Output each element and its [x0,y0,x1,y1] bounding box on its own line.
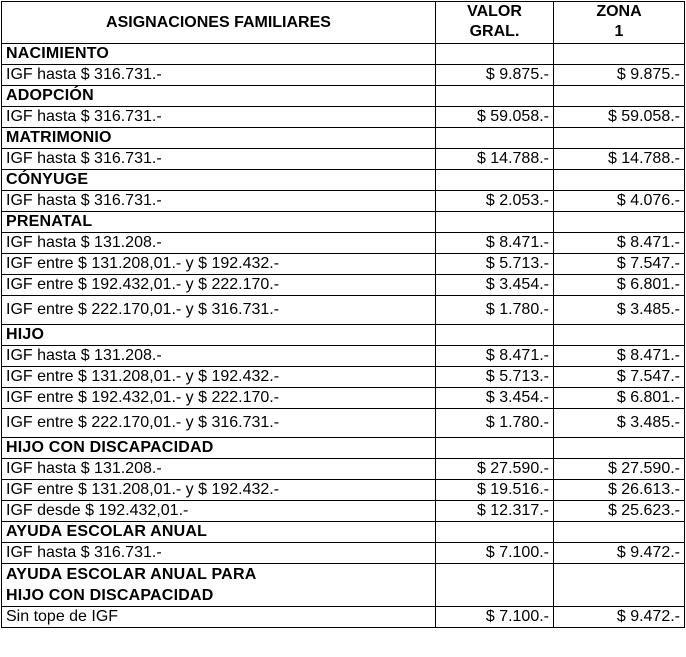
zona-1-cell: $ 9.472.- [554,607,685,628]
row-label: IGF hasta $ 316.731.- [2,543,436,564]
table-row [2,501,685,522]
table-row [2,607,685,628]
header-row [2,2,685,44]
valor-gral-cell: $ 19.516.- [436,480,554,501]
table-row [2,107,685,128]
category-row [2,325,685,346]
valor-gral-cell: $ 12.317.- [436,501,554,522]
header-zona-1 [554,2,685,44]
category-row [2,86,685,107]
valor-gral-cell: $ 5.713.- [436,367,554,388]
category-label: CÓNYUGE [2,170,436,191]
zona-1-cell: $ 9.875.- [554,65,685,86]
valor-gral-cell: $ 2.053.- [436,191,554,212]
header-zona-1-line2: 1 [614,23,624,40]
table-row [2,254,685,275]
row-label: IGF entre $ 192.432,01.- y $ 222.170.- [2,388,436,409]
table-row [2,149,685,170]
empty-cell [436,44,554,65]
table-row [2,459,685,480]
row-label: IGF hasta $ 316.731.- [2,65,436,86]
category-row [2,564,685,607]
category-row [2,44,685,65]
valor-gral-cell: $ 7.100.- [436,607,554,628]
empty-cell [436,325,554,346]
valor-gral-cell: $ 9.875.- [436,65,554,86]
row-label: Sin tope de IGF [2,607,436,628]
empty-cell [554,564,685,607]
empty-cell [554,212,685,233]
header-zona-1-line1: ZONA [596,3,642,20]
category-label: ADOPCIÓN [2,86,436,107]
empty-cell [554,325,685,346]
table-row [2,388,685,409]
table-row [2,480,685,501]
category-label: PRENATAL [2,212,436,233]
row-label: IGF entre $ 131.208,01.- y $ 192.432.- [2,254,436,275]
empty-cell [554,438,685,459]
valor-gral-cell: $ 1.780.- [436,296,554,325]
empty-cell [436,564,554,607]
zona-1-cell: $ 3.485.- [554,296,685,325]
zona-1-cell: $ 6.801.- [554,275,685,296]
category-label [2,564,436,607]
table-row [2,346,685,367]
zona-1-cell: $ 27.590.- [554,459,685,480]
zona-1-cell: $ 26.613.- [554,480,685,501]
empty-cell [436,438,554,459]
zona-1-cell: $ 14.788.- [554,149,685,170]
category-label: HIJO [2,325,436,346]
category-row [2,522,685,543]
row-label: IGF hasta $ 316.731.- [2,149,436,170]
table-row [2,65,685,86]
empty-cell [436,86,554,107]
table-row [2,409,685,438]
row-label: IGF entre $ 131.208,01.- y $ 192.432.- [2,480,436,501]
zona-1-cell: $ 9.472.- [554,543,685,564]
zona-1-cell: $ 7.547.- [554,367,685,388]
header-valor-gral-line2: GRAL. [469,23,520,40]
empty-cell [436,522,554,543]
table-row [2,233,685,254]
zona-1-cell: $ 4.076.- [554,191,685,212]
row-label: IGF hasta $ 131.208.- [2,346,436,367]
row-label: IGF hasta $ 316.731.- [2,191,436,212]
zona-1-cell: $ 25.623.- [554,501,685,522]
valor-gral-cell: $ 27.590.- [436,459,554,480]
category-label: MATRIMONIO [2,128,436,149]
empty-cell [436,212,554,233]
header-valor-gral [436,2,554,44]
category-row [2,212,685,233]
valor-gral-cell: $ 59.058.- [436,107,554,128]
zona-1-cell: $ 8.471.- [554,233,685,254]
category-label: NACIMIENTO [2,44,436,65]
valor-gral-cell: $ 3.454.- [436,275,554,296]
row-label: IGF hasta $ 131.208.- [2,233,436,254]
table-body [2,44,685,628]
row-label: IGF entre $ 131.208,01.- y $ 192.432.- [2,367,436,388]
header-asignaciones: ASIGNACIONES FAMILIARES [2,2,436,44]
zona-1-cell: $ 59.058.- [554,107,685,128]
table-row [2,275,685,296]
empty-cell [436,128,554,149]
asignaciones-table [1,1,685,628]
row-label: IGF entre $ 222.170,01.- y $ 316.731.- [2,409,436,438]
category-label-line1: AYUDA ESCOLAR ANUAL PARA [6,566,257,583]
zona-1-cell: $ 7.547.- [554,254,685,275]
category-label: AYUDA ESCOLAR ANUAL [2,522,436,543]
empty-cell [554,522,685,543]
valor-gral-cell: $ 5.713.- [436,254,554,275]
table-row [2,296,685,325]
table-row [2,367,685,388]
valor-gral-cell: $ 7.100.- [436,543,554,564]
zona-1-cell: $ 8.471.- [554,346,685,367]
valor-gral-cell: $ 8.471.- [436,346,554,367]
empty-cell [436,170,554,191]
row-label: IGF hasta $ 131.208.- [2,459,436,480]
empty-cell [554,128,685,149]
empty-cell [554,170,685,191]
valor-gral-cell: $ 3.454.- [436,388,554,409]
header-valor-gral-line1: VALOR [467,3,522,20]
empty-cell [554,86,685,107]
zona-1-cell: $ 3.485.- [554,409,685,438]
empty-cell [554,44,685,65]
category-row [2,438,685,459]
row-label: IGF entre $ 192.432,01.- y $ 222.170.- [2,275,436,296]
valor-gral-cell: $ 1.780.- [436,409,554,438]
table-row [2,191,685,212]
row-label: IGF entre $ 222.170,01.- y $ 316.731.- [2,296,436,325]
category-label: HIJO CON DISCAPACIDAD [2,438,436,459]
category-row [2,170,685,191]
row-label: IGF hasta $ 316.731.- [2,107,436,128]
table-row [2,543,685,564]
valor-gral-cell: $ 14.788.- [436,149,554,170]
category-label-line2: HIJO CON DISCAPACIDAD [6,587,214,604]
valor-gral-cell: $ 8.471.- [436,233,554,254]
row-label: IGF desde $ 192.432,01.- [2,501,436,522]
zona-1-cell: $ 6.801.- [554,388,685,409]
category-row [2,128,685,149]
